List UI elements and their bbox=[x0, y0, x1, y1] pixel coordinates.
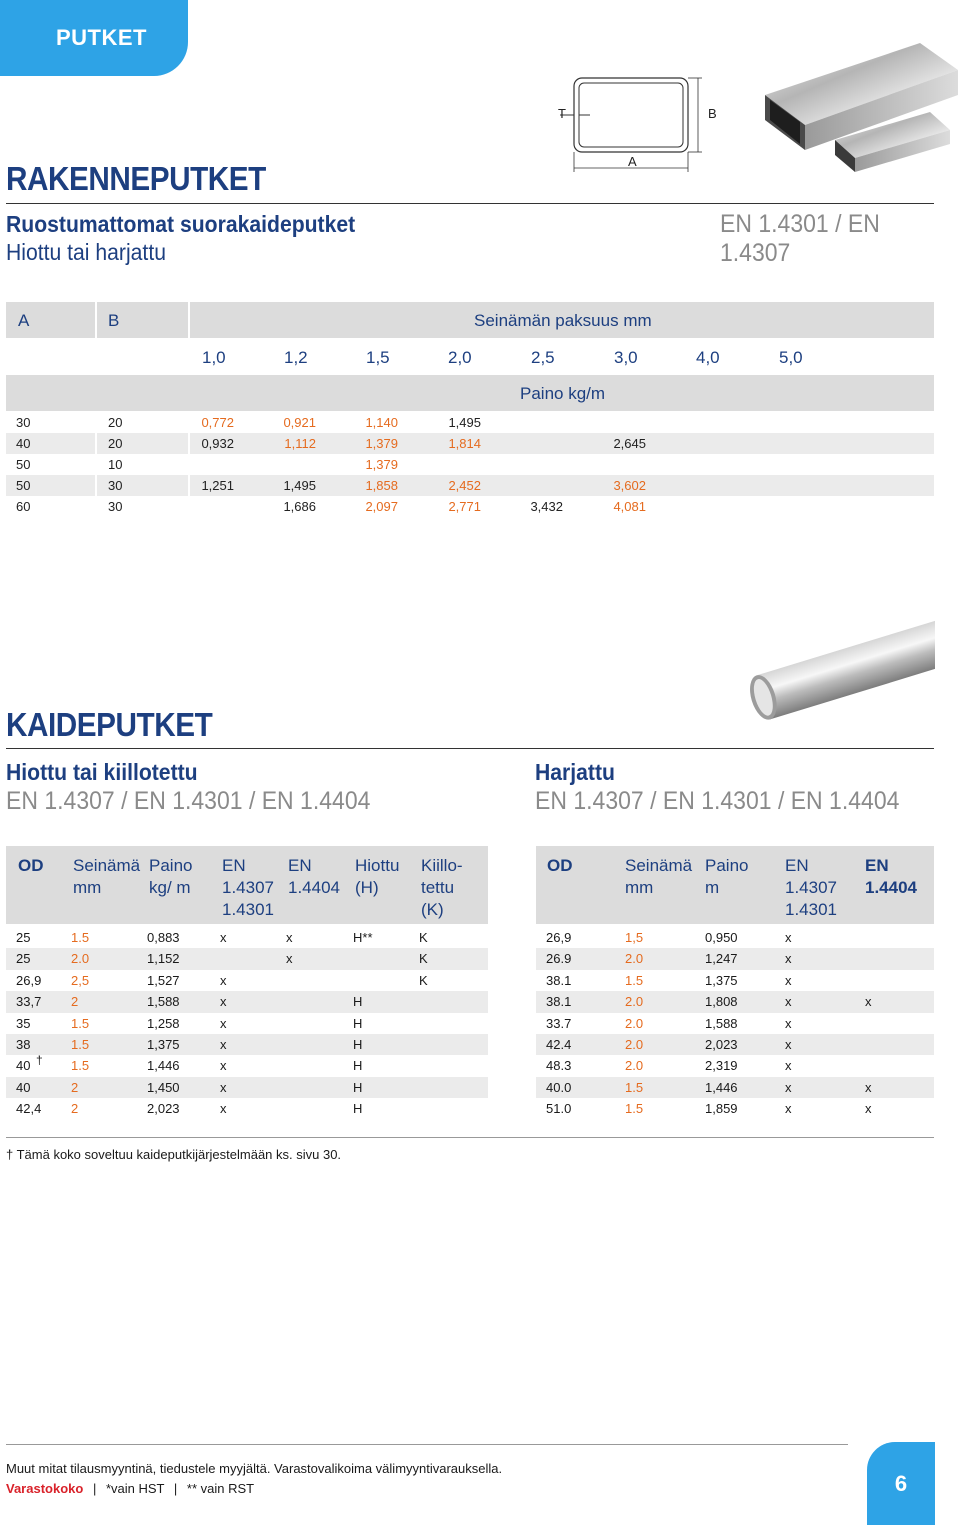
cell-weight: 0,772 bbox=[201, 415, 234, 430]
table-row bbox=[536, 1077, 934, 1098]
cell-en1: x bbox=[785, 1079, 792, 1095]
kaide-right-standard: EN 1.4307 / EN 1.4301 / EN 1.4404 bbox=[535, 787, 900, 815]
cell-weight: 1,375 bbox=[705, 972, 738, 988]
separator: | bbox=[173, 1481, 178, 1496]
thickness-3-0: 3,0 bbox=[614, 348, 638, 367]
table-row bbox=[6, 1077, 488, 1098]
cell-wall: 2.0 bbox=[625, 994, 644, 1010]
cell-a: 50 bbox=[16, 478, 31, 493]
thickness-1-0: 1,0 bbox=[202, 348, 226, 367]
thickness-4-0: 4,0 bbox=[696, 348, 720, 367]
cell-od: 51.0 bbox=[546, 1101, 572, 1117]
weight-unit-header: Paino kg/m bbox=[520, 384, 606, 403]
cell-en1: x bbox=[785, 1015, 792, 1031]
table-row bbox=[6, 1034, 488, 1055]
cell-weight: 1,814 bbox=[448, 436, 481, 451]
section-title-kaide: KAIDEPUTKET bbox=[6, 706, 213, 743]
table-row bbox=[536, 1034, 934, 1055]
cell-weight: 0,921 bbox=[283, 415, 316, 430]
cell-weight: 2,645 bbox=[613, 436, 646, 451]
kaide-left-subtitle: Hiottu tai kiillotettu bbox=[6, 759, 198, 785]
cell-en2: x bbox=[865, 1079, 872, 1095]
cell-en2: x bbox=[286, 930, 293, 945]
table-row bbox=[536, 1098, 934, 1119]
cell-weight: 1,375 bbox=[147, 1037, 180, 1052]
col-en-4307: EN 1.4307 1.4301 bbox=[785, 856, 837, 919]
cell-h: H bbox=[353, 1037, 363, 1052]
cell-k: K bbox=[419, 972, 428, 988]
divider bbox=[6, 203, 934, 204]
rake-finish: Hiottu tai harjattu bbox=[6, 239, 166, 265]
cell-en1: x bbox=[220, 1079, 227, 1095]
thickness-5-0: 5,0 bbox=[779, 348, 803, 367]
cell-weight: 1,858 bbox=[365, 478, 398, 493]
cell-weight: 2,023 bbox=[147, 1101, 180, 1117]
cell-weight: 2,023 bbox=[705, 1037, 738, 1052]
col-en-4404: EN 1.4404 bbox=[865, 856, 917, 897]
cell-en1: x bbox=[785, 1037, 792, 1052]
cell-wall: 1.5 bbox=[625, 1101, 644, 1117]
cell-weight: 2,097 bbox=[365, 499, 398, 514]
table-row bbox=[6, 433, 934, 454]
cell-weight: 1,859 bbox=[705, 1101, 738, 1117]
cell-od: 25 bbox=[16, 951, 31, 967]
col-od: OD bbox=[547, 856, 573, 875]
cell-a: 60 bbox=[16, 499, 31, 514]
cell-en1: x bbox=[785, 951, 792, 967]
label-b: B bbox=[708, 106, 717, 121]
footer-legend bbox=[6, 1481, 254, 1496]
thickness-group-header: Seinämän paksuus mm bbox=[474, 311, 652, 330]
rake-standard: EN 1.4301 / EN 1.4307 bbox=[720, 210, 880, 267]
table-row bbox=[6, 475, 934, 496]
cell-wall: 2.0 bbox=[625, 1015, 644, 1031]
cell-en1: x bbox=[785, 1058, 792, 1074]
cell-wall: 1.5 bbox=[71, 1015, 90, 1031]
cell-en1: x bbox=[220, 972, 227, 988]
stock-label: Varastokoko bbox=[6, 1481, 84, 1496]
col-a-header: A bbox=[18, 311, 30, 330]
cell-b: 20 bbox=[108, 436, 123, 451]
kaide-left-standard: EN 1.4307 / EN 1.4301 / EN 1.4404 bbox=[6, 787, 371, 815]
cell-en1: x bbox=[220, 1058, 227, 1074]
cell-od: 42,4 bbox=[16, 1101, 42, 1117]
cell-od: 38 bbox=[16, 1037, 31, 1052]
table-row bbox=[536, 991, 934, 1012]
cell-h: H bbox=[353, 1015, 363, 1031]
cell-weight: 1,686 bbox=[283, 499, 316, 514]
footnote: † Tämä koko soveltuu kaideputkijärjestelmään ks. sivu 30. bbox=[6, 1147, 342, 1162]
cell-wall: 2,5 bbox=[71, 972, 90, 988]
table-row bbox=[536, 948, 934, 969]
cell-h: H bbox=[353, 994, 363, 1010]
footer-note: Muut mitat tilausmyyntinä, tiedustele myyjältä. Varastovalikoima välimyyntivarauksella. bbox=[6, 1461, 503, 1476]
cell-wall: 2.0 bbox=[71, 951, 90, 967]
section-title-rake: RAKENNEPUTKET bbox=[6, 160, 266, 197]
cell-od: 42.4 bbox=[546, 1037, 572, 1052]
table-row bbox=[6, 927, 488, 948]
label-a: A bbox=[628, 154, 637, 169]
cell-weight: 2,771 bbox=[448, 499, 481, 514]
table-row bbox=[6, 1055, 488, 1076]
cell-k: K bbox=[419, 951, 428, 967]
col-wall: Seinämä mm bbox=[625, 856, 693, 897]
cell-a: 50 bbox=[16, 457, 31, 472]
cell-od: 40 bbox=[16, 1079, 31, 1095]
cell-wall: 2.0 bbox=[625, 1058, 644, 1074]
cell-en1: x bbox=[220, 1037, 227, 1052]
cell-weight: 4,081 bbox=[613, 499, 646, 514]
hst-label: *vain HST bbox=[105, 1481, 165, 1496]
cell-od: 26,9 bbox=[546, 930, 572, 945]
cell-en1: x bbox=[220, 930, 227, 945]
cell-en2: x bbox=[865, 1101, 872, 1117]
cell-weight: 1,446 bbox=[705, 1079, 738, 1095]
cell-en2: x bbox=[865, 994, 872, 1010]
cell-wall: 2.0 bbox=[625, 951, 644, 967]
table-row bbox=[6, 1098, 488, 1119]
cell-wall: 1.5 bbox=[625, 972, 644, 988]
table-row bbox=[536, 1013, 934, 1034]
cell-od: 26.9 bbox=[546, 951, 572, 967]
round-tube-image bbox=[735, 600, 935, 730]
cell-k: K bbox=[419, 930, 428, 945]
table-row bbox=[6, 991, 488, 1012]
cell-weight: 1,251 bbox=[201, 478, 234, 493]
cell-a: 40 bbox=[16, 436, 31, 451]
rst-label: ** vain RST bbox=[186, 1481, 255, 1496]
cell-od: 33,7 bbox=[16, 994, 42, 1010]
col-wall: Seinämä mm bbox=[73, 856, 141, 897]
cell-wall: 1,5 bbox=[625, 930, 644, 945]
col-b-header: B bbox=[108, 311, 120, 330]
cell-en1: x bbox=[220, 1015, 227, 1031]
cell-b: 30 bbox=[108, 499, 123, 514]
cell-wall: 2 bbox=[71, 1101, 79, 1117]
rake-subtitle: Ruostumattomat suorakaideputket bbox=[6, 211, 356, 237]
dagger-mark: † bbox=[36, 1053, 43, 1068]
cell-h: H** bbox=[353, 930, 373, 945]
cell-weight: 1,588 bbox=[147, 994, 180, 1010]
cell-h: H bbox=[353, 1079, 363, 1095]
cell-od: 33.7 bbox=[546, 1015, 572, 1031]
cell-h: H bbox=[353, 1058, 363, 1074]
cell-od: 40.0 bbox=[546, 1079, 572, 1095]
cell-en2: x bbox=[286, 951, 293, 967]
cell-weight: 1,140 bbox=[365, 415, 398, 430]
cell-od: 38.1 bbox=[546, 972, 572, 988]
cell-od: 25 bbox=[16, 930, 31, 945]
cell-weight: 1,247 bbox=[705, 951, 738, 967]
cell-weight: 2,319 bbox=[705, 1058, 738, 1074]
page-number: 6 bbox=[867, 1442, 935, 1525]
cell-weight: 1,588 bbox=[705, 1015, 738, 1031]
cell-en1: x bbox=[220, 994, 227, 1010]
table-row bbox=[6, 412, 934, 433]
cell-weight: 3,432 bbox=[530, 499, 563, 514]
cell-weight: 2,452 bbox=[448, 478, 481, 493]
cell-en1: x bbox=[785, 994, 792, 1010]
cell-od: 40 bbox=[16, 1058, 31, 1074]
col-weight: Paino m bbox=[705, 856, 749, 897]
cell-weight: 1,527 bbox=[147, 972, 180, 988]
cell-od: 48.3 bbox=[546, 1058, 572, 1074]
cell-en1: x bbox=[785, 930, 792, 945]
table-row bbox=[6, 1013, 488, 1034]
cell-od: 35 bbox=[16, 1015, 31, 1031]
cell-wall: 2 bbox=[71, 1079, 79, 1095]
cell-en1: x bbox=[785, 972, 792, 988]
col-od: OD bbox=[18, 856, 44, 875]
table-row bbox=[6, 496, 934, 517]
cell-weight: 0,883 bbox=[147, 930, 180, 945]
cell-weight: 1,446 bbox=[147, 1058, 180, 1074]
cell-weight: 3,602 bbox=[613, 478, 646, 493]
label-t: T bbox=[558, 106, 566, 121]
cell-weight: 1,112 bbox=[284, 436, 316, 451]
col-kiillotettu: Kiillo- tettu (K) bbox=[421, 856, 463, 919]
section-tab: PUTKET bbox=[0, 0, 188, 76]
table-row bbox=[6, 454, 934, 475]
thickness-1-5: 1,5 bbox=[366, 348, 390, 367]
rectangular-tubes-image bbox=[745, 40, 960, 175]
profile-diagram bbox=[550, 72, 730, 182]
cell-weight: 1,379 bbox=[365, 457, 398, 472]
table-row bbox=[536, 927, 934, 948]
table-row bbox=[6, 948, 488, 969]
thickness-2-0: 2,0 bbox=[448, 348, 472, 367]
cell-wall: 1.5 bbox=[71, 1037, 90, 1052]
cell-od: 26,9 bbox=[16, 972, 42, 988]
cell-weight: 1,450 bbox=[147, 1079, 180, 1095]
cell-en1: x bbox=[220, 1101, 227, 1117]
cell-weight: 1,495 bbox=[448, 415, 481, 430]
col-en-4404: EN 1.4404 bbox=[288, 856, 340, 897]
table-row bbox=[6, 970, 488, 991]
cell-wall: 2 bbox=[71, 994, 79, 1010]
cell-wall: 2.0 bbox=[625, 1037, 644, 1052]
cell-b: 10 bbox=[108, 457, 123, 472]
col-en-4307: EN 1.4307 1.4301 bbox=[222, 856, 274, 919]
cell-weight: 1,152 bbox=[147, 951, 180, 967]
cell-weight: 1,379 bbox=[365, 436, 398, 451]
table-row bbox=[536, 970, 934, 991]
cell-weight: 1,258 bbox=[147, 1015, 180, 1031]
cell-od: 38.1 bbox=[546, 994, 572, 1010]
cell-a: 30 bbox=[16, 415, 31, 430]
col-weight: Paino kg/ m bbox=[149, 856, 193, 897]
thickness-2-5: 2,5 bbox=[531, 348, 555, 367]
separator: | bbox=[92, 1481, 97, 1496]
col-hiottu: Hiottu (H) bbox=[355, 856, 400, 897]
kaide-right-subtitle: Harjattu bbox=[535, 759, 615, 785]
cell-wall: 1.5 bbox=[71, 930, 90, 945]
thickness-1-2: 1,2 bbox=[284, 348, 308, 367]
cell-wall: 1.5 bbox=[625, 1079, 644, 1095]
cell-weight: 1,495 bbox=[283, 478, 316, 493]
cell-h: H bbox=[353, 1101, 363, 1117]
cell-en1: x bbox=[785, 1101, 792, 1117]
cell-weight: 0,950 bbox=[705, 930, 738, 945]
cell-wall: 1.5 bbox=[71, 1058, 90, 1074]
cell-weight: 1,808 bbox=[705, 994, 738, 1010]
cell-weight: 0,932 bbox=[201, 436, 234, 451]
cell-b: 30 bbox=[108, 478, 123, 493]
table-row bbox=[536, 1055, 934, 1076]
cell-b: 20 bbox=[108, 415, 123, 430]
divider bbox=[6, 748, 934, 749]
